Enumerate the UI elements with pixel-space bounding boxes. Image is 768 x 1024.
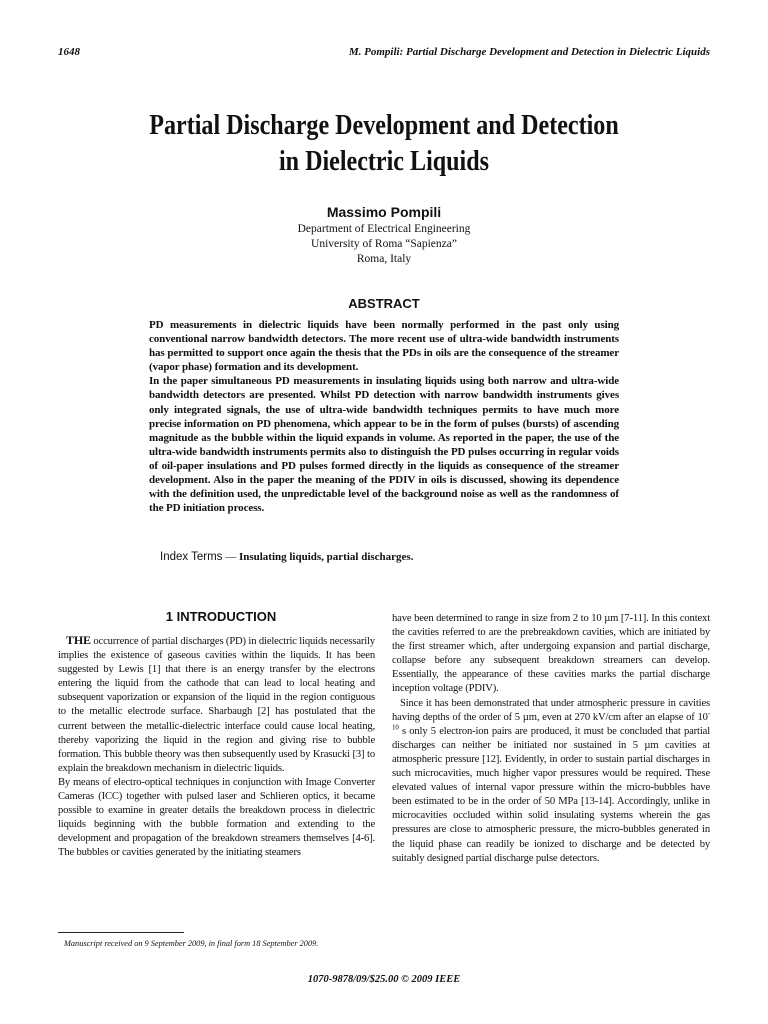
left-column (58, 633, 375, 861)
intro-paragraph-2: By means of electro-optical techniques in conjunction with Image Converter Cameras (ICC) together with pulsed laser and Schlieren optics, it became possible to examine in greater details the breakdown process in dielectric liquids beginning with the bubble formation and extending to the development and propagation of the breakdown streamers themselves [4-6]. The bubbles or cavities generated by the initiating steamers (58, 776, 375, 859)
page-number: 1648 (58, 46, 80, 58)
intro-paragraph-3: have been determined to range in size from 2 to 10 µm [7-11]. In this context the cavities referred to are the prebreakdown cavities, which are initiated by the first streamer which, after undergoing expansion and partial discharge, collapse before any subsequent breakdown streamers can develop. Essentially, the appearance of these cavities marks the partial discharge inception voltage (PDIV). (392, 613, 710, 695)
university: University of Roma “Sapienza” (311, 238, 457, 250)
title-line-1: Partial Discharge Development and Detection (149, 110, 619, 141)
author-name: Massimo Pompili (326, 204, 442, 220)
footnote-rule (58, 932, 184, 933)
intro-paragraph-1 (58, 633, 375, 776)
index-terms (160, 551, 413, 563)
abstract-paragraph-2: In the paper simultaneous PD measurements in insulating liquids using both narrow and ultra-wide bandwidth detectors are presented. Whilst PD detection with narrow bandwidth instruments gives only integrated signals, the use of ultra-wide bandwidth techniques permits to have much more precise information on PD phenomena, which appear to be in the form of pulses (bursts) of ascending magnitude as the bubble within the liquid expands in volume. As reported in the paper, the use of the ultra-wide bandwidth instruments permits also to distinguish the PD pulses occurring in regular voids of oil-paper insulations and PD pulses formed directly in the liquids as consequence of the streamer development. Also in the paper the meaning of the PDIV in oils is discussed, showing its dependence with the definition used, the unpredictable level of the background noise as well as the randomness of the PD initiation process. (149, 375, 619, 515)
section-heading: 1 INTRODUCTION (165, 609, 277, 624)
intro-paragraph-4-a: Since it has been demonstrated that under atmospheric pressure in cavities having depths of the order of 5 µm, even at 270 kV/cm after an elapse of 10 (392, 697, 710, 723)
abstract-body (149, 318, 619, 515)
intro-paragraph-4 (392, 697, 710, 866)
abstract-paragraph-1: PD measurements in dielectric liquids have been normally performed in the past only using conventional narrow bandwidth detectors. The more recent use of ultra-wide bandwidth instruments has permitted to support once again the thesis that the PDs in oils are the consequence of the streamer (vapor phase) formation and its development. (149, 319, 619, 374)
author-affiliation (0, 222, 768, 267)
abstract-heading: ABSTRACT (348, 296, 420, 311)
intro-paragraph-4-b: s only 5 electron-ion pairs are produced, it must be concluded that partial discharges can neither be initiated nor sustained in 5 µm cavities at atmospheric pressure [12]. Evidently, in order to sustain partial discharges in such microcavities, much higher vapor pressures would be required. These elevated values of internal vapor pressure within the micro-bubbles have been estimated to be in the order of 50 MPa [13-14]. Accordingly, unlike in microcavities occluded within solid insulating systems wherein the gas pressures are close to atmospheric pressure, the micro-bubbles generated in the liquid phase can readily be ionized to discharge and be detected by suitably designed partial discharge pulse detectors. (392, 725, 710, 864)
title-line-2: in Dielectric Liquids (278, 146, 490, 177)
exponent: -10 (392, 709, 710, 732)
copyright-footer: 1070-9878/09/$25.00 © 2009 IEEE (307, 974, 461, 985)
index-terms-dash: — (222, 551, 239, 563)
right-column (392, 612, 710, 866)
lead-word: THE (66, 633, 91, 647)
paper-title (126, 108, 642, 180)
index-terms-label: Index Terms (160, 551, 223, 563)
manuscript-footnote: Manuscript received on 9 September 2009, in final form 18 September 2009. (64, 939, 319, 948)
index-terms-list: Insulating liquids, partial discharges. (238, 551, 414, 563)
running-title: M. Pompili: Partial Discharge Development and Detection in Dielectric Liquids (348, 46, 710, 58)
location: Roma, Italy (356, 253, 412, 265)
intro-paragraph-1-text: occurrence of partial discharges (PD) in dielectric liquids necessarily implies the existence of gaseous cavities within the liquids. It has been suggested by Lewis [1] that there is an energy transfer by the electrons entering the liquid from the cathode that can lead to local heating and subsequent vaporization or expansion of the liquid in the region contiguous to the metallic electrode surface. Sharbaugh [2] has postulated that the current between the metallic-dielectric interface could cause local heating, thereby vaporizing the liquid in the region and giving rise to bubble formation. This bubble theory was then subsequently used by Krasucki [3] to explain the breakdown mechanism in dielectric liquids. (58, 636, 375, 774)
department: Department of Electrical Engineering (297, 223, 471, 235)
